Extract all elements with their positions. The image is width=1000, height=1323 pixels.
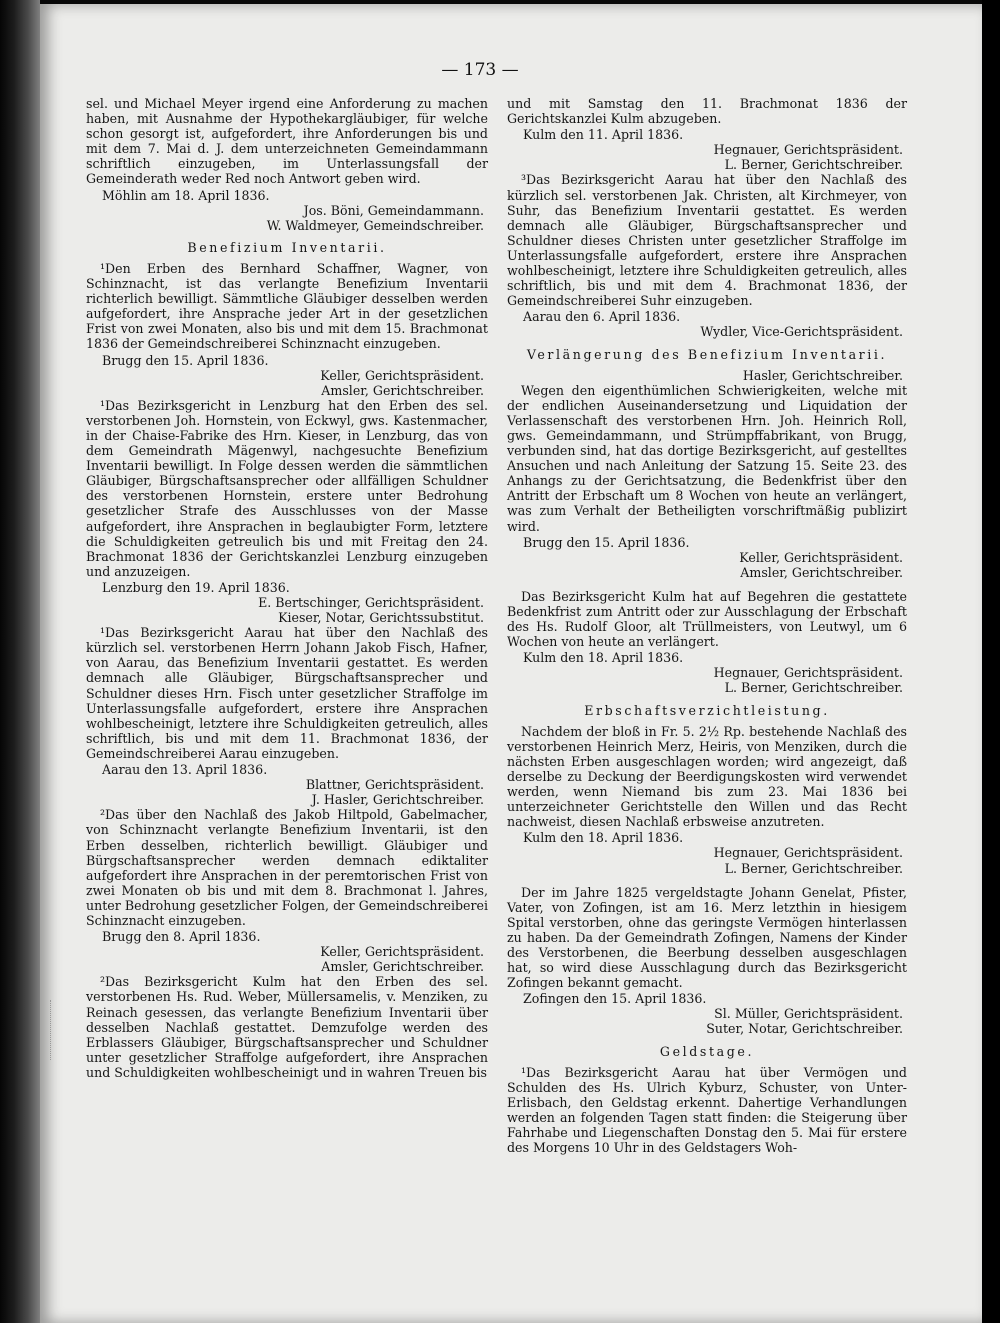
- notice-signature: Jos. Böni, Gemeindammann.: [303, 202, 484, 218]
- notice-signature: Hasler, Gerichtschreiber.: [742, 367, 903, 383]
- notice-signature: L. Berner, Gerichtschreiber.: [724, 860, 903, 876]
- notice-date: Kulm den 18. April 1836.: [523, 650, 684, 666]
- notice-date: Zofingen den 15. April 1836.: [523, 991, 707, 1007]
- notice-paragraph: ¹Das Bezirksgericht Aarau hat über den Nachlaß des kürzlich sel. verstorbenen Herrn Johann Jakob Fisch, Hafner, von Aarau, das Benefizium Inventarii gestattet. Es werden demnach alle Gläubiger, Bürgschaftsansprecher und Schuldner dieses Hrn. Fisch unter gesetzlicher Straffolge im Unterlassungsfalle aufgefordert, erstere ihre Ansprachen wohlbescheinigt, letztere ihre Schuldigkeiten getreulich, alles schriftlich, bis und mit dem 11. Brachmonat 1836, der Gemeindschreiberei Aarau einzugeben.: [86, 625, 488, 761]
- notice-paragraph: Nachdem der bloß in Fr. 5. 2½ Rp. bestehende Nachlaß des verstorbenen Heinrich Merz, Heiris, von Menziken, durch die nächsten Erben ausgeschlagen worden; wird angezeigt, daß derselbe zu Deckung der Beerdigungskosten wird verwendet werden, wenn Niemand bis zum 23. Mai 1836 bei unterzeichneter Gerichtstelle den Willen und das Recht nachweist, diesen Nachlaß erbsweise anzutreten.: [507, 723, 907, 830]
- section-heading: Geldstage.: [659, 1043, 755, 1059]
- notice-paragraph: Wegen den eigenthümlichen Schwierigkeiten, welche mit der endlichen Auseinandersetzung und Liquidation der Verlassenschaft des verstorbenen Hrn. Joh. Heinrich Roll, gws. Gemeindammann, und Strümpffabrikant, von Brugg, verbunden sind, hat das dortige Bezirksgericht, auf gestelltes Ansuchen und nach Anleitung der Satzung 15. Seite 23. des Anhangs zu der Gerichtsatzung, die Bedenkfrist über den Antritt der Erbschaft um 8 Wochen von heute an verlängert, was zum Verhalt der Betheiligten vorschriftmäßig publizirt wird.: [507, 382, 907, 534]
- notice-signature: L. Berner, Gerichtschreiber.: [724, 680, 903, 696]
- notice-date: Brugg den 15. April 1836.: [523, 534, 690, 550]
- notice-signature: E. Bertschinger, Gerichtspräsident.: [258, 595, 484, 610]
- notice-signature: Amsler, Gerichtschreiber.: [321, 382, 484, 398]
- notice-signature: Hegnauer, Gerichtspräsident.: [713, 845, 903, 861]
- notice-signature: Wydler, Vice-Gerichtspräsident.: [700, 324, 903, 340]
- notice-date: Aarau den 13. April 1836.: [102, 762, 268, 778]
- notice-date: Möhlin am 18. April 1836.: [102, 187, 270, 203]
- scan-right-edge: [982, 0, 1000, 1323]
- notice-signature: Blattner, Gerichtspräsident.: [305, 777, 484, 793]
- section-heading: Verlängerung des Benefizium Inventarii.: [526, 346, 888, 362]
- notice-date: Brugg den 8. April 1836.: [102, 929, 261, 945]
- notice-date: Brugg den 15. April 1836.: [102, 352, 269, 368]
- notice-paragraph: und mit Samstag den 11. Brachmonat 1836 der Gerichtskanzlei Kulm abzugeben.: [507, 96, 907, 127]
- notice-signature: L. Berner, Gerichtschreiber.: [724, 157, 903, 173]
- notice-date: Kulm den 11. April 1836.: [523, 127, 684, 143]
- notice-signature: Suter, Notar, Gerichtschreiber.: [706, 1021, 903, 1037]
- notice-signature: Kieser, Notar, Gerichtssubstitut.: [278, 610, 484, 626]
- notice-signature: Keller, Gerichtspräsident.: [739, 549, 903, 565]
- scan-left-margin: [0, 0, 40, 1323]
- notice-signature: Hegnauer, Gerichtspräsident.: [713, 142, 903, 158]
- notice-date: Aarau den 6. April 1836.: [523, 309, 681, 325]
- section-heading: Benefizium Inventarii.: [187, 239, 387, 255]
- notice-signature: Keller, Gerichtspräsident.: [320, 944, 484, 960]
- notice-paragraph: ¹Das Bezirksgericht Aarau hat über Vermögen und Schulden des Hs. Ulrich Kyburz, Schuster, von Unter-Erlisbach, den Geldstag erkennt. Dahertige Verhandlungen werden an folgenden Tagen statt finden: die Steigerung über Fahrhabe und Liegenschaften Donstag den 5. Mai für erstere des Morgens 10 Uhr in des Geldstagers Woh-: [507, 1064, 907, 1156]
- notice-paragraph: ³Das Bezirksgericht Aarau hat über den Nachlaß des kürzlich sel. verstorbenen Jak. Christen, alt Kirchmeyer, von Suhr, das Benefizium Inventarii gestattet. Es werden demnach alle Gläubiger, Bürgschaftsansprecher und Schuldner dieses Christen unter gesetzlicher Straffolge im Unterlassungsfalle aufgefordert, erstere ihre Ansprachen wohlbescheinigt, letztere ihre Schuldigkeiten getreulich, alles schriftlich, bis und mit dem 4. Brachmonat 1836, der Gemeindschreiberei Suhr einzugeben.: [507, 172, 907, 309]
- notice-date: Lenzburg den 19. April 1836.: [102, 579, 290, 595]
- notice-signature: Sl. Müller, Gerichtspräsident.: [714, 1006, 903, 1022]
- paragraph-spacer: [507, 580, 907, 589]
- notice-paragraph: ²Das über den Nachlaß des Jakob Hiltpold, Gabelmacher, von Schinznacht verlangte Benefizium Inventarii, ist den Erben desselben, richterlich bewilligt. Gläubiger und Bürgschaftsansprecher werden demnach ediktaliter aufgefordert ihre Ansprachen in der peremtorischen Frist von zwei Monaten ob bis und mit dem 8. Brachmonat l. Jahres, unter Bedrohung gesetzlicher Folgen, der Gemeindschreiberei Schinznacht einzugeben.: [86, 807, 488, 928]
- right-column: [507, 96, 907, 1155]
- left-column: [86, 96, 488, 1080]
- notice-paragraph: Der im Jahre 1825 vergeldstagte Johann Genelat, Pfister, Vater, von Zofingen, ist am 16. Merz letzthin in hiesigem Spital verstorben, ohne das geringste Vermögen hinterlassen zu haben. Da der Gemeindrath Zofingen, Namens der Kinder des Verstorbenen, die Beerbung desselben ausgeschlagen hat, so wird diese Ausschlagung durch das Bezirksgericht Zofingen bekannt gemacht.: [507, 884, 907, 991]
- margin-mark: [50, 1000, 65, 1060]
- notice-signature: Hegnauer, Gerichtspräsident.: [713, 665, 903, 681]
- notice-paragraph: ¹Das Bezirksgericht in Lenzburg hat den Erben des sel. verstorbenen Joh. Hornstein, von Eckwyl, gws. Kastenmacher, in der Chaise-Fabrike des Hrn. Kieser, in Lenzburg, das von dem Gemeindrath Mägenwyl, nachgesuchte Benefizium Inventarii bewilligt. In Folge dessen werden die sämmtlichen Gläubiger, Bürgschaftsansprecher oder allfälligen Schuldner des verstorbenen Hornstein, erstere unter Bedrohung gesetzlicher Strafe des Ausschlusses von der Masse aufgefordert, ihre Ansprachen in beglaubigter Form, letztere die Schuldigkeiten getreulich bis und mit Freitag den 24. Brachmonat 1836 der Gerichtskanzlei Lenzburg einzugeben und anzuzeigen.: [86, 397, 488, 579]
- notice-signature: J. Hasler, Gerichtschreiber.: [311, 792, 484, 808]
- notice-signature: W. Waldmeyer, Gemeindschreiber.: [266, 217, 484, 233]
- notice-signature: Amsler, Gerichtschreiber.: [740, 564, 903, 580]
- paragraph-spacer: [507, 876, 907, 885]
- notice-paragraph: ²Das Bezirksgericht Kulm hat den Erben des sel. verstorbenen Hs. Rud. Weber, Müllersamelis, v. Menziken, zu Reinach gesessen, das verlangte Benefizium Inventarii über desselben Nachlaß gestattet. Demzufolge werden des Erblassers Gläubiger, Bürgschaftsansprecher und Schuldner unter gesetzlicher Straffolge aufgefordert, ihre Ansprachen und Schuldigkeiten wohlbescheinigt und in wahren Treuen bis: [86, 974, 488, 1080]
- notice-signature: Keller, Gerichtspräsident.: [320, 367, 484, 383]
- notice-paragraph: ¹Den Erben des Bernhard Schaffner, Wagner, von Schinznacht, ist das verlangte Benefizium Inventarii richterlich bewilligt. Sämmtliche Gläubiger desselben werden aufgefordert, ihre Ansprache jeder Art in der gesetzlichen Frist von zwei Monaten, also bis und mit dem 15. Brachmonat 1836 der Gemeindschreiberei Schinznacht einzugeben.: [86, 260, 488, 352]
- notice-paragraph: Das Bezirksgericht Kulm hat auf Begehren die gestattete Bedenkfrist zum Antritt oder zur Ausschlagung der Erbschaft des Hs. Rudolf Gloor, alt Trüllmeisters, von Leutwyl, um 6 Wochen von heute an verlängert.: [507, 588, 907, 650]
- notice-date: Kulm den 18. April 1836.: [523, 830, 684, 846]
- notice-signature: Amsler, Gerichtschreiber.: [321, 959, 484, 975]
- page-number: — 173 —: [441, 60, 519, 80]
- section-heading: Erbschaftsverzichtleistung.: [584, 702, 830, 718]
- notice-paragraph: sel. und Michael Meyer irgend eine Anforderung zu machen haben, mit Ausnahme der Hypothekargläubiger, für welche schon gesorgt ist, aufgefordert, ihre Anforderungen bis und mit dem 7. Mai d. J. dem unterzeichneten Gemeindammann schriftlich einzugeben, im Unterlassungsfall der Gemeinderath weder Red noch Antwort geben wird.: [86, 96, 488, 187]
